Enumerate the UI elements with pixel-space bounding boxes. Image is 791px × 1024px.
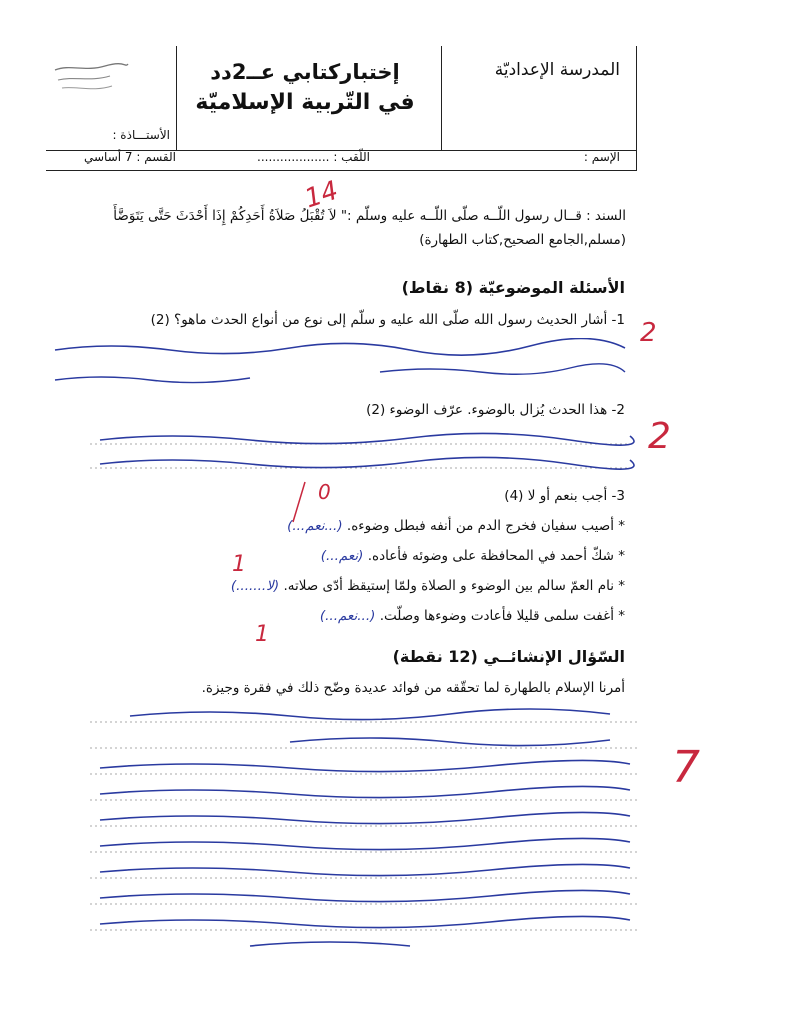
grade-b2: 1 (232, 552, 246, 577)
tf-item-4 (250, 608, 625, 624)
section-essay-title: السّؤال الإنشائــي (12 نقطة) (392, 647, 625, 666)
grade-q1: 2 (640, 318, 657, 348)
tf-item-2-answer: (نعم...) (320, 548, 364, 564)
grade-q3: 0 (318, 480, 331, 504)
name-field: الإسم : (583, 150, 620, 164)
lastname-dots: ................... (257, 150, 330, 164)
sanad-line-2: (مسلم,الجامع الصحيح,كتاب الطهارة) (419, 232, 626, 248)
tf-item-3 (160, 578, 625, 594)
tf-item-3-answer: (لا.......) (230, 578, 280, 594)
signature-scribble (50, 58, 130, 108)
question-1: 1- أشار الحديث رسول الله صلّى الله عليه و سلّم إلى نوع من أنواع الحدث ماهو؟ (2) (150, 312, 625, 328)
tf-item-2-text: * شكّ أحمد في المحافظة على وضوئه فأعاده. (367, 548, 625, 564)
school-name: المدرسة الإعداديّة (494, 60, 620, 80)
handwriting-q1 (50, 338, 630, 390)
tf-item-1-answer: (...نعم...) (287, 518, 343, 534)
question-2: 2- هذا الحدث يُزال بالوضوء. عرّف الوضوء (2) (366, 402, 625, 418)
essay-prompt: أمرنا الإسلام بالطهارة لما تحقّقه من فوائد عديدة وضّح ذلك في فقرة وجيزة. (201, 680, 625, 696)
lastname-label: اللّقب : (333, 150, 370, 164)
tf-item-4-answer: (...نعم...) (319, 608, 376, 624)
total-grade: 14 (301, 175, 342, 215)
section-objective-title: الأسئلة الموضوعيّة (8 نقاط) (401, 278, 625, 297)
tf-item-1-text: * أصيب سفيان فخرج الدم من أنفه فبطل وضوءه. (346, 518, 625, 534)
tf-item-3-text: * نام العمّ سالم بين الوضوء و الصلاة ولمّا إستيقظ أدّى صلاته. (283, 578, 625, 594)
exam-subject: في التّربية الإسلاميّة (195, 90, 415, 115)
class-field: القسم : 7 أساسي (84, 150, 176, 164)
exam-title: إختباركتابي عــ2دد (210, 60, 400, 84)
grade-b4: 1 (255, 622, 269, 647)
grade-q2: 2 (648, 416, 671, 457)
tf-item-1 (200, 518, 625, 534)
handwriting-essay (90, 700, 640, 950)
teacher-label: الأستـــاذة : (112, 128, 170, 142)
tf-item-2 (200, 548, 625, 564)
grade-essay: 7 (672, 742, 700, 793)
handwriting-q2 (90, 428, 635, 476)
lastname-field (200, 150, 370, 164)
question-3: 3- أجب بنعم أو لا (4) (504, 488, 625, 504)
sanad-line-1: السند : قــال رسول اللّــه صلّى اللّــه عليه وسلّم :" لاَ تُقْبَلُ صَلاَةُ أَحَدِكُمْ إِذَا أَحْدَثَ حَتَّى يَتَوَضَّأَ (113, 208, 626, 224)
tf-item-4-text: * أغفت سلمى قليلا فأعادت وضوءها وصلّت. (379, 608, 625, 624)
